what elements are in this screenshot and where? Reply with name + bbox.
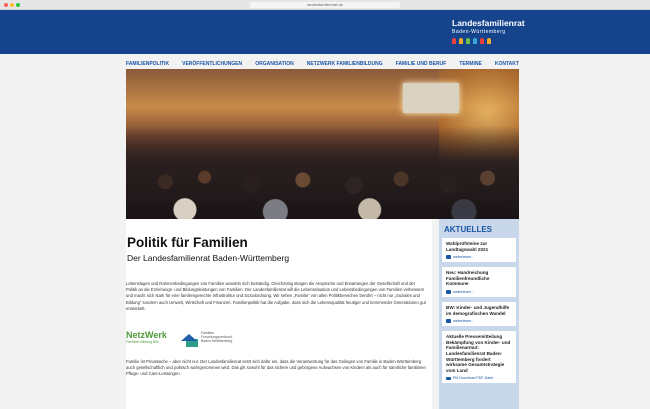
site-logo[interactable] bbox=[452, 18, 525, 48]
netzwerk-logo[interactable] bbox=[126, 331, 167, 344]
read-more-label: weiterlesen... bbox=[453, 319, 475, 324]
hero-projection-screen bbox=[403, 83, 459, 113]
page-subtitle: Der Landesfamilienrat Baden-Württemberg bbox=[127, 253, 290, 263]
nav-termine[interactable]: TERMINE bbox=[459, 61, 482, 67]
sidebar-heading: AKTUELLES bbox=[444, 225, 492, 234]
pdf-download-label: PM Download PDF-Datei bbox=[453, 376, 494, 381]
news-card[interactable] bbox=[442, 302, 516, 326]
nav-organisation[interactable]: ORGANISATION bbox=[255, 61, 294, 67]
minimize-window-icon[interactable] bbox=[10, 3, 14, 7]
address-bar[interactable]: landesfamilienrat.de bbox=[250, 2, 400, 8]
hero-audience bbox=[126, 126, 519, 219]
news-card[interactable] bbox=[442, 238, 516, 262]
netzwerk-logo-name: NetzWerk bbox=[126, 329, 167, 340]
news-card-title: Neu: Handreichung Familienfreundliche Kommune bbox=[446, 270, 490, 287]
read-more-label: weiterlesen... bbox=[453, 255, 475, 260]
forschungsverbund-logo[interactable] bbox=[181, 327, 241, 347]
forschungsverbund-logo-text: Familien Forschungsverbund Baden-Württemberg bbox=[200, 330, 233, 344]
arrow-icon bbox=[446, 290, 451, 294]
arrow-icon bbox=[446, 255, 451, 259]
logo-name: Landesfamilienrat bbox=[452, 18, 525, 28]
news-card[interactable] bbox=[442, 267, 516, 297]
read-more-label: weiterlesen... bbox=[453, 289, 475, 294]
page bbox=[0, 10, 650, 409]
logo-figures-icon bbox=[452, 38, 522, 44]
nav-familie-und-beruf[interactable]: FAMILIE UND BERUF bbox=[395, 61, 447, 67]
arrow-icon bbox=[446, 319, 451, 323]
main-content bbox=[126, 219, 432, 409]
netzwerk-logo-sub: Familien-Bildung BW bbox=[126, 339, 159, 344]
house-icon bbox=[181, 334, 197, 341]
news-card-title: Aktuelle Pressemitteilung Bekämpfung von Kinder- und Familienarmut: Landesfamilienrat Baden-Württemberg fordert wirksame Gesamtstrategie vom Land bbox=[446, 334, 511, 373]
pdf-icon bbox=[446, 377, 451, 381]
nav-kontakt[interactable]: KONTAKT bbox=[494, 61, 519, 67]
browser-chrome bbox=[0, 0, 650, 10]
pdf-download-link[interactable] bbox=[446, 376, 512, 380]
read-more-link[interactable] bbox=[446, 319, 512, 323]
news-card-title: BW: Kinder- und Jugendhilfe im demografischen Wandel bbox=[446, 304, 510, 316]
page-title: Politik für Familien bbox=[127, 235, 248, 250]
logo-subtitle: Baden-Württemberg bbox=[452, 29, 506, 35]
read-more-link[interactable] bbox=[446, 290, 512, 294]
partner-logos bbox=[126, 327, 241, 347]
window-controls bbox=[4, 3, 20, 7]
news-sidebar bbox=[439, 219, 519, 409]
maximize-window-icon[interactable] bbox=[16, 3, 20, 7]
news-card[interactable] bbox=[442, 331, 516, 383]
nav-netzwerk-familienbildung[interactable]: NETZWERK FAMILIENBILDUNG bbox=[306, 61, 383, 67]
intro-paragraph: Lebenslagen und Rahmenbedingungen von Familien wandeln sich beständig. Gleichzeitig steigen die Ansprüche und Erwartungen der Gesellschaft und der Politik an die Erziehungs- und Bildungsleistungen von Familien. Der Landesfamilienrat will die Lebenssituation und Lebensbedingungen von Familien verbessern und macht sich stark für eine familiengerechte Infrastruktur und Sozialordnung. Wir sehen „Familie“ von allen Politikbereichen berührt – nicht nur „Soziales und Bildung“ sondern auch Umwelt, Wirtschaft und Finanzen. Familienpolitik hat die Aufgabe, dass sich die Lebensqualität heutiger und kommender Generationen gut entwickelt. bbox=[126, 281, 426, 311]
news-card-title: Wahlprüfsteine zur Landtagswahl 2021 bbox=[446, 241, 489, 252]
second-paragraph: Familie ist Privatsache – aber nicht nur. Der Landesfamilienrat setzt sich dafür ein, dass die Verantwortung für das Gelingen von Familie in Baden-Württemberg auch gesellschaftlich und politisch wahrgenommen wird. Das gilt sowohl für das sichere und geborgene Aufwachsen von Kindern als auch für sämtliche familiären Pflege- und Care-Leistungen. bbox=[126, 359, 426, 377]
read-more-link[interactable] bbox=[446, 255, 512, 259]
nav-familienpolitik[interactable]: FAMILIENPOLITIK bbox=[126, 61, 170, 67]
site-header bbox=[0, 10, 650, 54]
hero-image bbox=[126, 69, 519, 219]
nav-veroeffentlichungen[interactable]: VERÖFFENTLICHUNGEN bbox=[182, 61, 243, 67]
close-window-icon[interactable] bbox=[4, 3, 8, 7]
